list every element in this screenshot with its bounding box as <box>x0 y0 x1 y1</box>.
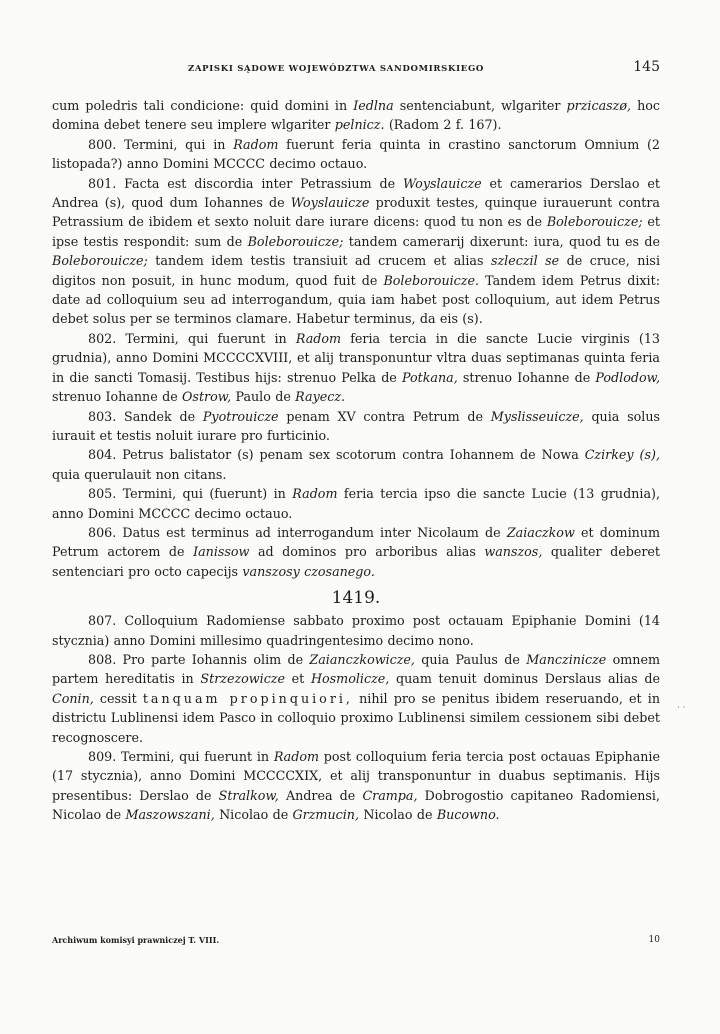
entry-paragraph <box>52 174 660 329</box>
text-run: quia Paulus de <box>414 651 527 667</box>
text-run: 801. Facta est discordia inter Petrassium de <box>88 175 403 191</box>
text-run: 809. Termini, qui fuerunt in <box>88 749 274 764</box>
text-run: 806. Datus est terminus ad interrogandum inter Nicolaum de <box>88 524 507 540</box>
text-run: Paulo de <box>231 389 296 405</box>
footer-series-title: Archiwum komisyi prawniczej T. VIII. <box>52 935 220 945</box>
text-run: Nicolao de <box>214 807 293 823</box>
text-run: 805. Termini, qui (fuerunt) in <box>88 486 293 502</box>
place-name: Strzezowicze <box>200 671 285 687</box>
text-run: quia solus iurauit et testis noluit iurare pro furticinio. <box>52 408 660 443</box>
text-run: strenuo Iohanne de <box>52 389 183 405</box>
place-name: Radom <box>273 749 320 764</box>
place-name: Radom <box>295 330 342 346</box>
margin-dots-mark: · · <box>677 703 686 713</box>
place-name: Woyslauicze <box>403 175 482 191</box>
text-run: feria tercia in die sancte Lucie virginis (13 grudnia), anno Domini MCCCCXVIII, et alij transponuntur vltra duas septimanas quinta feria in die sancti Tomasij. Testibus hijs: strenuo Pelka de <box>52 330 660 385</box>
place-name: Zaiaczkow <box>506 524 575 540</box>
text-run: penam XV contra Petrum de <box>278 408 491 424</box>
text-run: Andrea de <box>278 787 363 803</box>
place-name: Czirkey (s), <box>584 447 660 463</box>
text-run: 804. Petrus balistator (s) penam sex scotorum contra Iohannem de Nowa <box>88 447 585 463</box>
text-run: 807. Colloquium Radomiense sabbato proximo post octauam Epiphanie Domini (14 stycznia) anno Domini millesimo quadringentesimo decimo nono. <box>52 613 660 648</box>
place-name: Iedlna <box>353 98 394 113</box>
text-run: 802. Termini, qui fuerunt in <box>88 330 296 346</box>
place-name: pelnicz. <box>334 117 385 133</box>
text-run: cum poledris tali condicione: quid domini in <box>52 98 354 113</box>
text-run: tandem camerarij dixerunt: iura, quod tu es de <box>343 233 661 249</box>
text-run: omnem partem hereditatis in <box>52 651 661 687</box>
place-name: Radom <box>292 486 338 502</box>
text-run: post colloquium feria tercia post octauas Epiphanie (17 stycznia), anno Domini MCCCCXIX, et alij transponuntur in duabus septimanis. Hijs presentibus: Derslao de <box>52 749 660 803</box>
place-name: Boleborouicze; <box>52 253 148 269</box>
place-name: Hosmolicze, <box>310 671 390 687</box>
text-run: de cruce, nisi digitos non posuit, in hunc modum, quod fuit de <box>52 253 661 288</box>
entry-paragraph <box>52 611 660 650</box>
place-name: Boleborouicze; <box>546 214 643 230</box>
signature-mark: 10 <box>648 935 660 945</box>
place-name: Ianissow <box>193 544 250 560</box>
place-name: Rayecz. <box>295 389 346 405</box>
text-run: Dobrogostio capitaneo Radomiensi, Nicolao de <box>52 787 660 823</box>
text-run: Tandem idem Petrus dixit: date ad colloquium seu ad interrogandum, quia iam habet post colloquium, aut idem Petrus debet solus per se terminos clamare. Habetur terminus, da eis (s). <box>52 272 660 327</box>
place-name: Maszowszani, <box>125 807 215 823</box>
place-name: Potkana, <box>401 369 458 385</box>
place-name: Podlodow, <box>595 369 660 385</box>
place-name: wanszos, <box>484 544 543 560</box>
text-run: qualiter deberet sentenciari pro octo capecijs <box>52 544 661 579</box>
footer <box>52 935 660 945</box>
entries-1418 <box>52 96 660 581</box>
place-name: Grzmucin, <box>292 807 360 823</box>
text-run: (Radom 2 f. 167). <box>384 117 502 133</box>
body-text <box>52 96 660 825</box>
text-run: strenuo Iohanne de <box>457 369 596 385</box>
page-number: 145 <box>633 59 660 75</box>
place-name: vanszosy czosanego. <box>242 563 375 579</box>
text-run: feria tercia ipso die sancte Lucie (13 grudnia), anno Domini MCCCC decimo octauo. <box>52 486 660 521</box>
entry-paragraph <box>52 135 660 174</box>
text-run: et <box>285 671 311 687</box>
place-name: Crampa, <box>362 787 418 803</box>
text-run: sentenciabunt, wlgariter <box>393 98 567 113</box>
text-run: 808. Pro parte Iohannis olim de <box>88 651 310 667</box>
place-name: Radom <box>233 136 279 152</box>
text-run: et ipse testis respondit: sum de <box>52 214 660 249</box>
place-name: Myslisseuicze, <box>490 408 584 424</box>
running-head <box>52 59 660 82</box>
place-name: Pyotrouicze <box>202 408 279 424</box>
place-name: Ostrow, <box>182 389 232 405</box>
place-name: Woyslauicze <box>290 195 370 211</box>
place-name: szleczil se <box>490 253 560 269</box>
entry-paragraph <box>52 747 660 825</box>
entry-paragraph <box>52 484 660 523</box>
text-run: et camerarios Derslao et Andrea (s), quod dum Iohannes de <box>52 175 660 211</box>
page <box>52 59 661 825</box>
text-run: produxit testes, quinque iurauerunt contra Petrassium de ibidem et sexto noluit dare iurare dicens: quod tu non es de <box>52 195 660 230</box>
text-run: fuerunt feria quinta in crastino sanctorum Omnium (2 listopada?) anno Domini MCCCC decimo octauo. <box>52 136 660 172</box>
place-name: Boleborouicze. <box>383 272 480 288</box>
entry-paragraph <box>52 329 660 407</box>
text-run: et dominum Petrum actorem de <box>52 524 660 560</box>
entry-paragraph <box>52 650 660 747</box>
place-name: Stralkow, <box>218 787 279 803</box>
text-run: 803. Sandek de <box>88 408 203 424</box>
text-run: quam tenuit dominus Derslaus alias de <box>389 671 660 687</box>
spaced-text: tanquam propinquiori, <box>142 690 353 706</box>
place-name: Boleborouicze; <box>247 233 344 249</box>
text-run: Nicolao de <box>359 807 437 823</box>
place-name: Manczinicze <box>526 651 607 667</box>
text-run: ad dominos pro arboribus alias <box>249 544 485 560</box>
place-name: Zaianczkowicze, <box>309 651 415 667</box>
entry-paragraph <box>52 523 660 581</box>
year-heading: 1419. <box>331 588 381 609</box>
place-name: przicaszø, <box>566 98 632 113</box>
place-name: Bucowno. <box>436 807 500 823</box>
text-run: quia querulauit non citans. <box>52 466 227 482</box>
text-run: nihil pro se penitus ibidem reseruando, et in districtu Lublinensi idem Pasco in colloquio proximo Lublinensi similem cessionem sibi debet recognoscere. <box>52 690 660 745</box>
text-run: tandem idem testis transiuit ad crucem et alias <box>147 253 491 269</box>
entry-paragraph <box>52 96 660 135</box>
text-run: 800. Termini, qui in <box>88 136 234 152</box>
text-run: hoc domina debet tenere seu implere wlgariter <box>52 98 660 133</box>
place-name: Conin, <box>52 690 94 706</box>
text-run: cessit <box>93 690 143 706</box>
entries-1419 <box>52 611 660 824</box>
entry-paragraph <box>52 407 660 446</box>
entry-paragraph <box>52 445 660 484</box>
running-title: ZAPISKI SĄDOWE WOJEWÓDZTWA SANDOMIRSKIEGO <box>187 64 485 74</box>
